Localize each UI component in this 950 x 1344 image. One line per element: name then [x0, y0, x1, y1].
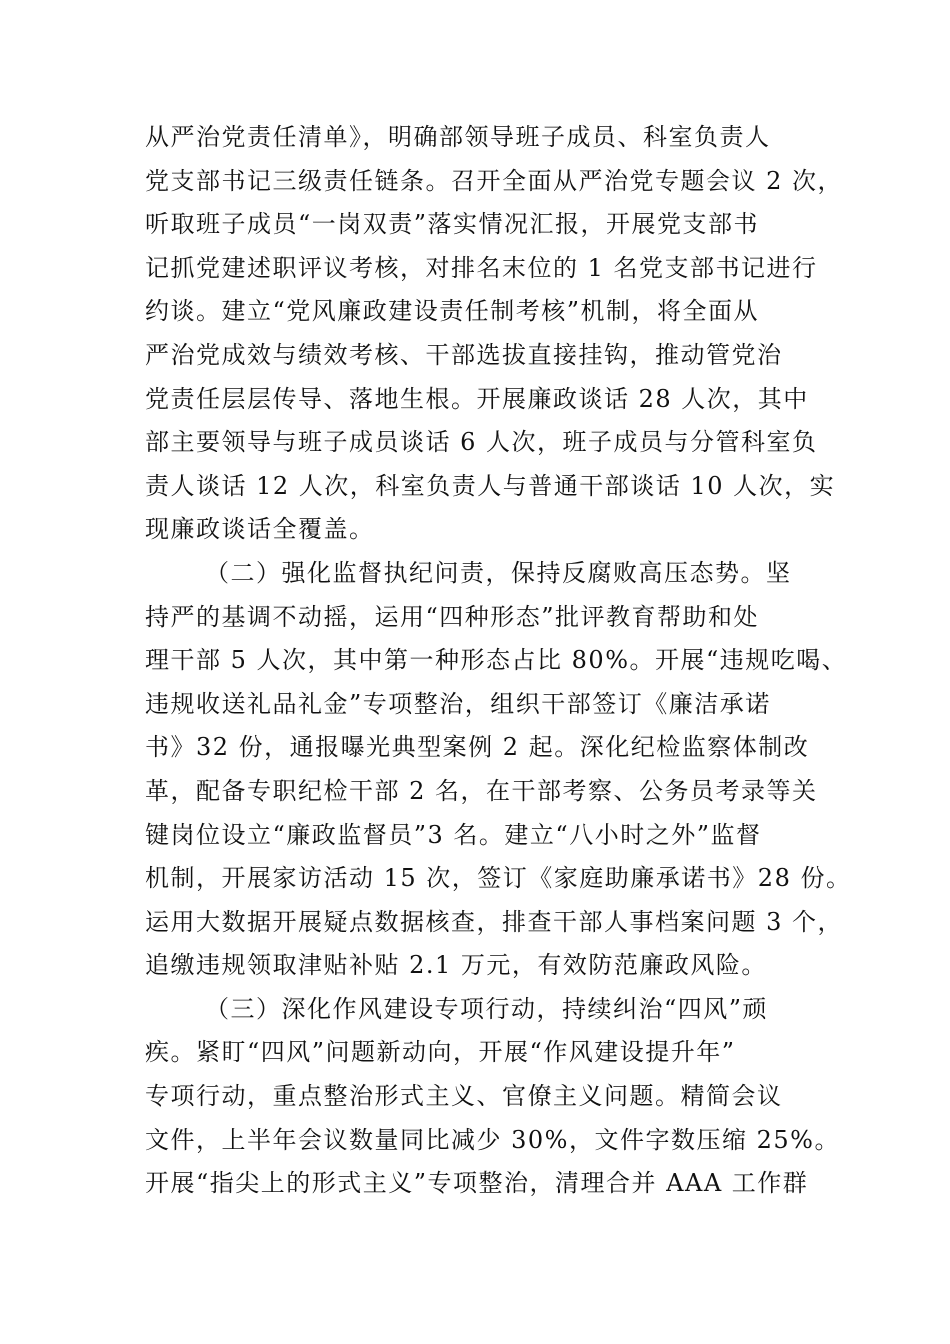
paragraph-work-style	[145, 988, 840, 1206]
text-line: 理干部 5 人次，其中第一种形态占比 80%。开展“违规吃喝、	[145, 646, 848, 675]
text-line: 开展“指尖上的形式主义”专项整治，清理合并 AAA 工作群	[145, 1169, 809, 1198]
text-line: 持严的基调不动摇，运用“四种形态”批评教育帮助和处	[145, 602, 760, 631]
text-line: 追缴违规领取津贴补贴 2.1 万元，有效防范廉政风险。	[145, 951, 767, 980]
text-line: 违规收送礼品礼金”专项整治，组织干部签订《廉洁承诺	[145, 689, 771, 718]
text-line: 部主要领导与班子成员谈话 6 人次，班子成员与分管科室负	[145, 428, 818, 457]
text-line: 专项行动，重点整治形式主义、官僚主义问题。精简会议	[145, 1082, 783, 1111]
text-line: 严治党成效与绩效考核、干部选拔直接挂钩，推动管党治	[145, 340, 783, 369]
text-line: 约谈。建立“党风廉政建设责任制考核”机制，将全面从	[145, 297, 760, 326]
text-line: 书》32 份，通报曝光典型案例 2 起。深化纪检监察体制改	[145, 733, 810, 762]
text-line: 现廉政谈话全覆盖。	[145, 515, 375, 544]
text-line: 从严治党责任清单》，明确部领导班子成员、科室负责人	[145, 123, 771, 151]
text-line: 党支部书记三级责任链条。召开全面从严治党专题会议 2 次，	[145, 166, 844, 195]
text-line: 文件，上半年会议数量同比减少 30%，文件字数压缩 25%。	[145, 1125, 840, 1154]
text-line: 责人谈话 12 人次，科室负责人与普通干部谈话 10 人次，实	[145, 471, 836, 500]
text-line: 键岗位设立“廉政监督员”3 名。建立“八小时之外”监督	[145, 820, 762, 849]
text-line: （三）深化作风建设专项行动，持续纠治“四风”顽	[205, 994, 769, 1023]
text-line: 机制，开展家访活动 15 次，签订《家庭助廉承诺书》28 份。	[145, 864, 852, 893]
text-line: 党责任层层传导、落地生根。开展廉政谈话 28 人次，其中	[145, 384, 809, 413]
text-line: 听取班子成员“一岗双责”落实情况汇报，开展党支部书	[145, 210, 760, 239]
paragraph-responsibility-list	[145, 116, 844, 552]
text-line: 疾。紧盯“四风”问题新动向，开展“作风建设提升年”	[145, 1038, 736, 1067]
text-line: 革，配备专职纪检干部 2 名，在干部考察、公务员考录等关	[145, 776, 818, 805]
text-line: 运用大数据开展疑点数据核查，排查干部人事档案问题 3 个，	[145, 907, 844, 936]
paragraph-supervision	[145, 552, 852, 988]
text-line: （二）强化监督执纪问责，保持反腐败高压态势。坚	[205, 558, 792, 587]
document-body	[145, 116, 852, 1206]
text-line: 记抓党建述职评议考核，对排名末位的 1 名党支部书记进行	[145, 253, 818, 282]
